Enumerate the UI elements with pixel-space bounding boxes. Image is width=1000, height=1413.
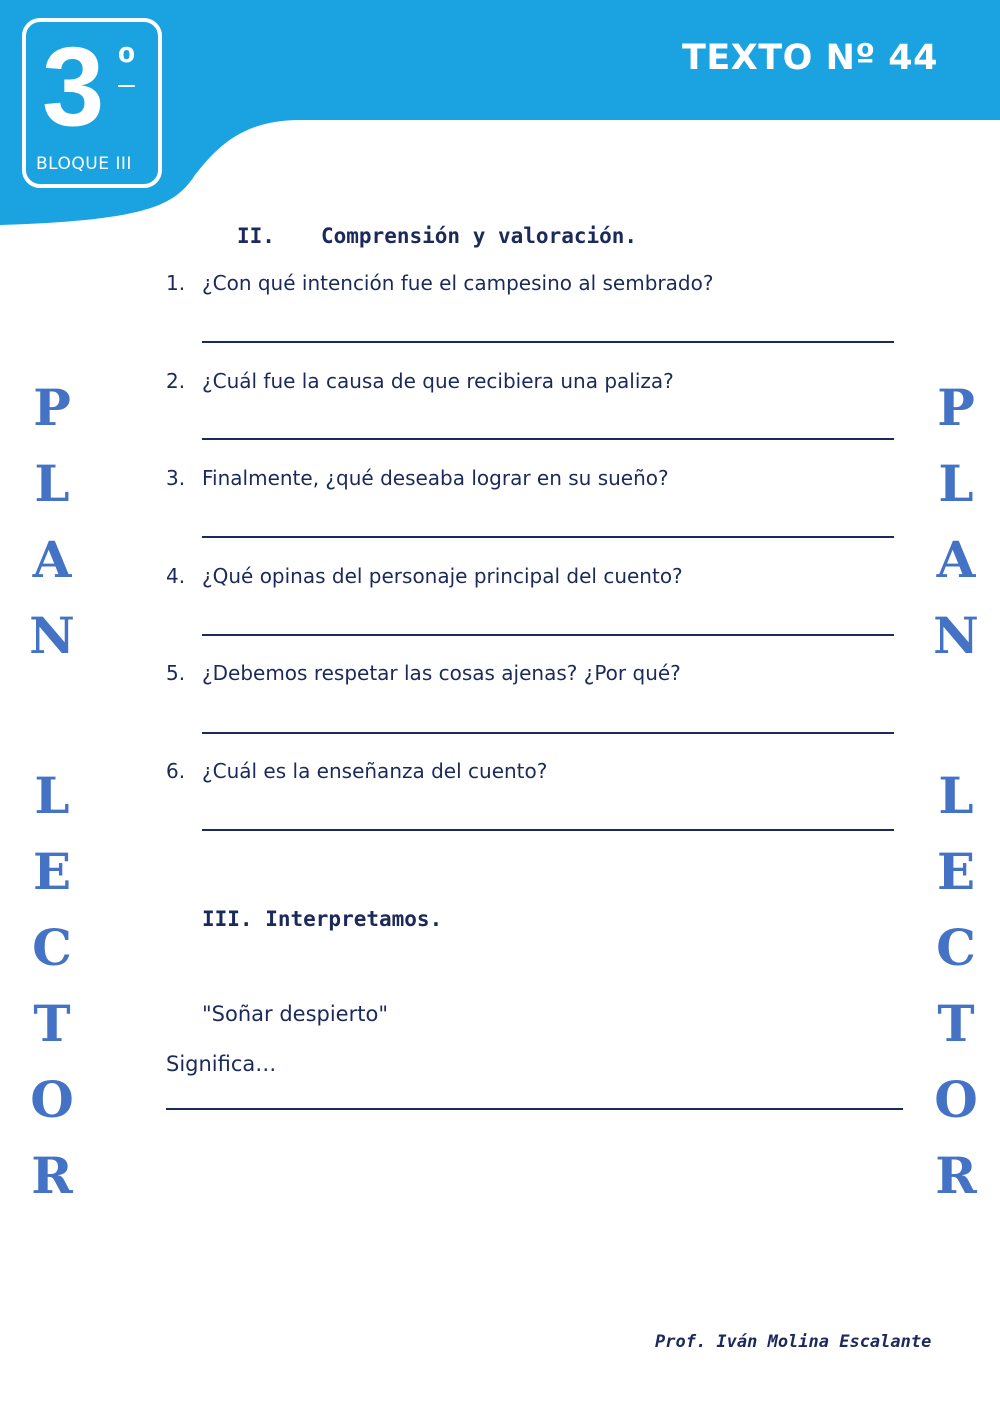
answer-line[interactable] <box>202 341 894 343</box>
side-letter: O <box>934 1070 978 1129</box>
side-letter: A <box>936 530 976 589</box>
side-right-plan <box>926 370 986 674</box>
side-letter: E <box>32 842 72 901</box>
question-number: 3. <box>166 466 186 490</box>
side-letter: L <box>34 766 70 825</box>
question-number: 2. <box>166 369 186 393</box>
section-3-title: III. Interpretamos. <box>202 907 443 931</box>
question-text: ¿Qué opinas del personaje principal del cuento? <box>202 564 683 588</box>
question-number: 6. <box>166 759 186 783</box>
grade-badge <box>22 18 162 188</box>
question-number: 4. <box>166 564 186 588</box>
question-text: ¿Cuál es la enseñanza del cuento? <box>202 759 548 783</box>
answer-line[interactable] <box>202 438 894 440</box>
side-letter: L <box>34 454 70 513</box>
side-right-lector <box>926 758 986 1214</box>
section-2-title: Comprensión y valoración. <box>321 224 638 248</box>
phrase-text: "Soñar despierto" <box>202 1002 388 1026</box>
answer-line[interactable] <box>202 829 894 831</box>
answer-line[interactable] <box>202 634 894 636</box>
side-letter: C <box>936 918 976 977</box>
answer-line[interactable] <box>166 1108 903 1110</box>
side-letter: L <box>938 454 974 513</box>
side-letter: N <box>29 606 75 665</box>
side-letter: N <box>933 606 979 665</box>
grade-ordinal: º <box>118 37 135 89</box>
question-text: ¿Debemos respetar las cosas ajenas? ¿Por qué? <box>202 661 681 685</box>
side-letter: O <box>30 1070 74 1129</box>
side-letter: R <box>935 1146 977 1205</box>
side-letter: T <box>33 994 71 1053</box>
grade-number: 3 <box>42 24 103 149</box>
side-letter: E <box>936 842 976 901</box>
question-number: 5. <box>166 661 186 685</box>
section-2-numeral: II. <box>237 224 275 248</box>
side-left-lector <box>22 758 82 1214</box>
side-letter: C <box>32 918 72 977</box>
question-text: ¿Cuál fue la causa de que recibiera una paliza? <box>202 369 674 393</box>
side-left-plan <box>22 370 82 674</box>
side-letter: T <box>937 994 975 1053</box>
author-credit: Prof. Iván Molina Escalante <box>655 1332 932 1352</box>
side-letter: P <box>33 378 71 437</box>
answer-line[interactable] <box>202 536 894 538</box>
side-letter: P <box>937 378 975 437</box>
side-letter: A <box>32 530 72 589</box>
question-text: ¿Con qué intención fue el campesino al sembrado? <box>202 271 714 295</box>
question-number: 1. <box>166 271 186 295</box>
question-text: Finalmente, ¿qué deseaba lograr en su sueño? <box>202 466 669 490</box>
bloque-label: BLOQUE III <box>36 154 132 174</box>
side-letter: R <box>31 1146 73 1205</box>
texto-title: TEXTO Nº 44 <box>682 38 939 78</box>
answer-line[interactable] <box>202 732 894 734</box>
side-letter: L <box>938 766 974 825</box>
meaning-prompt: Significa… <box>166 1052 277 1076</box>
